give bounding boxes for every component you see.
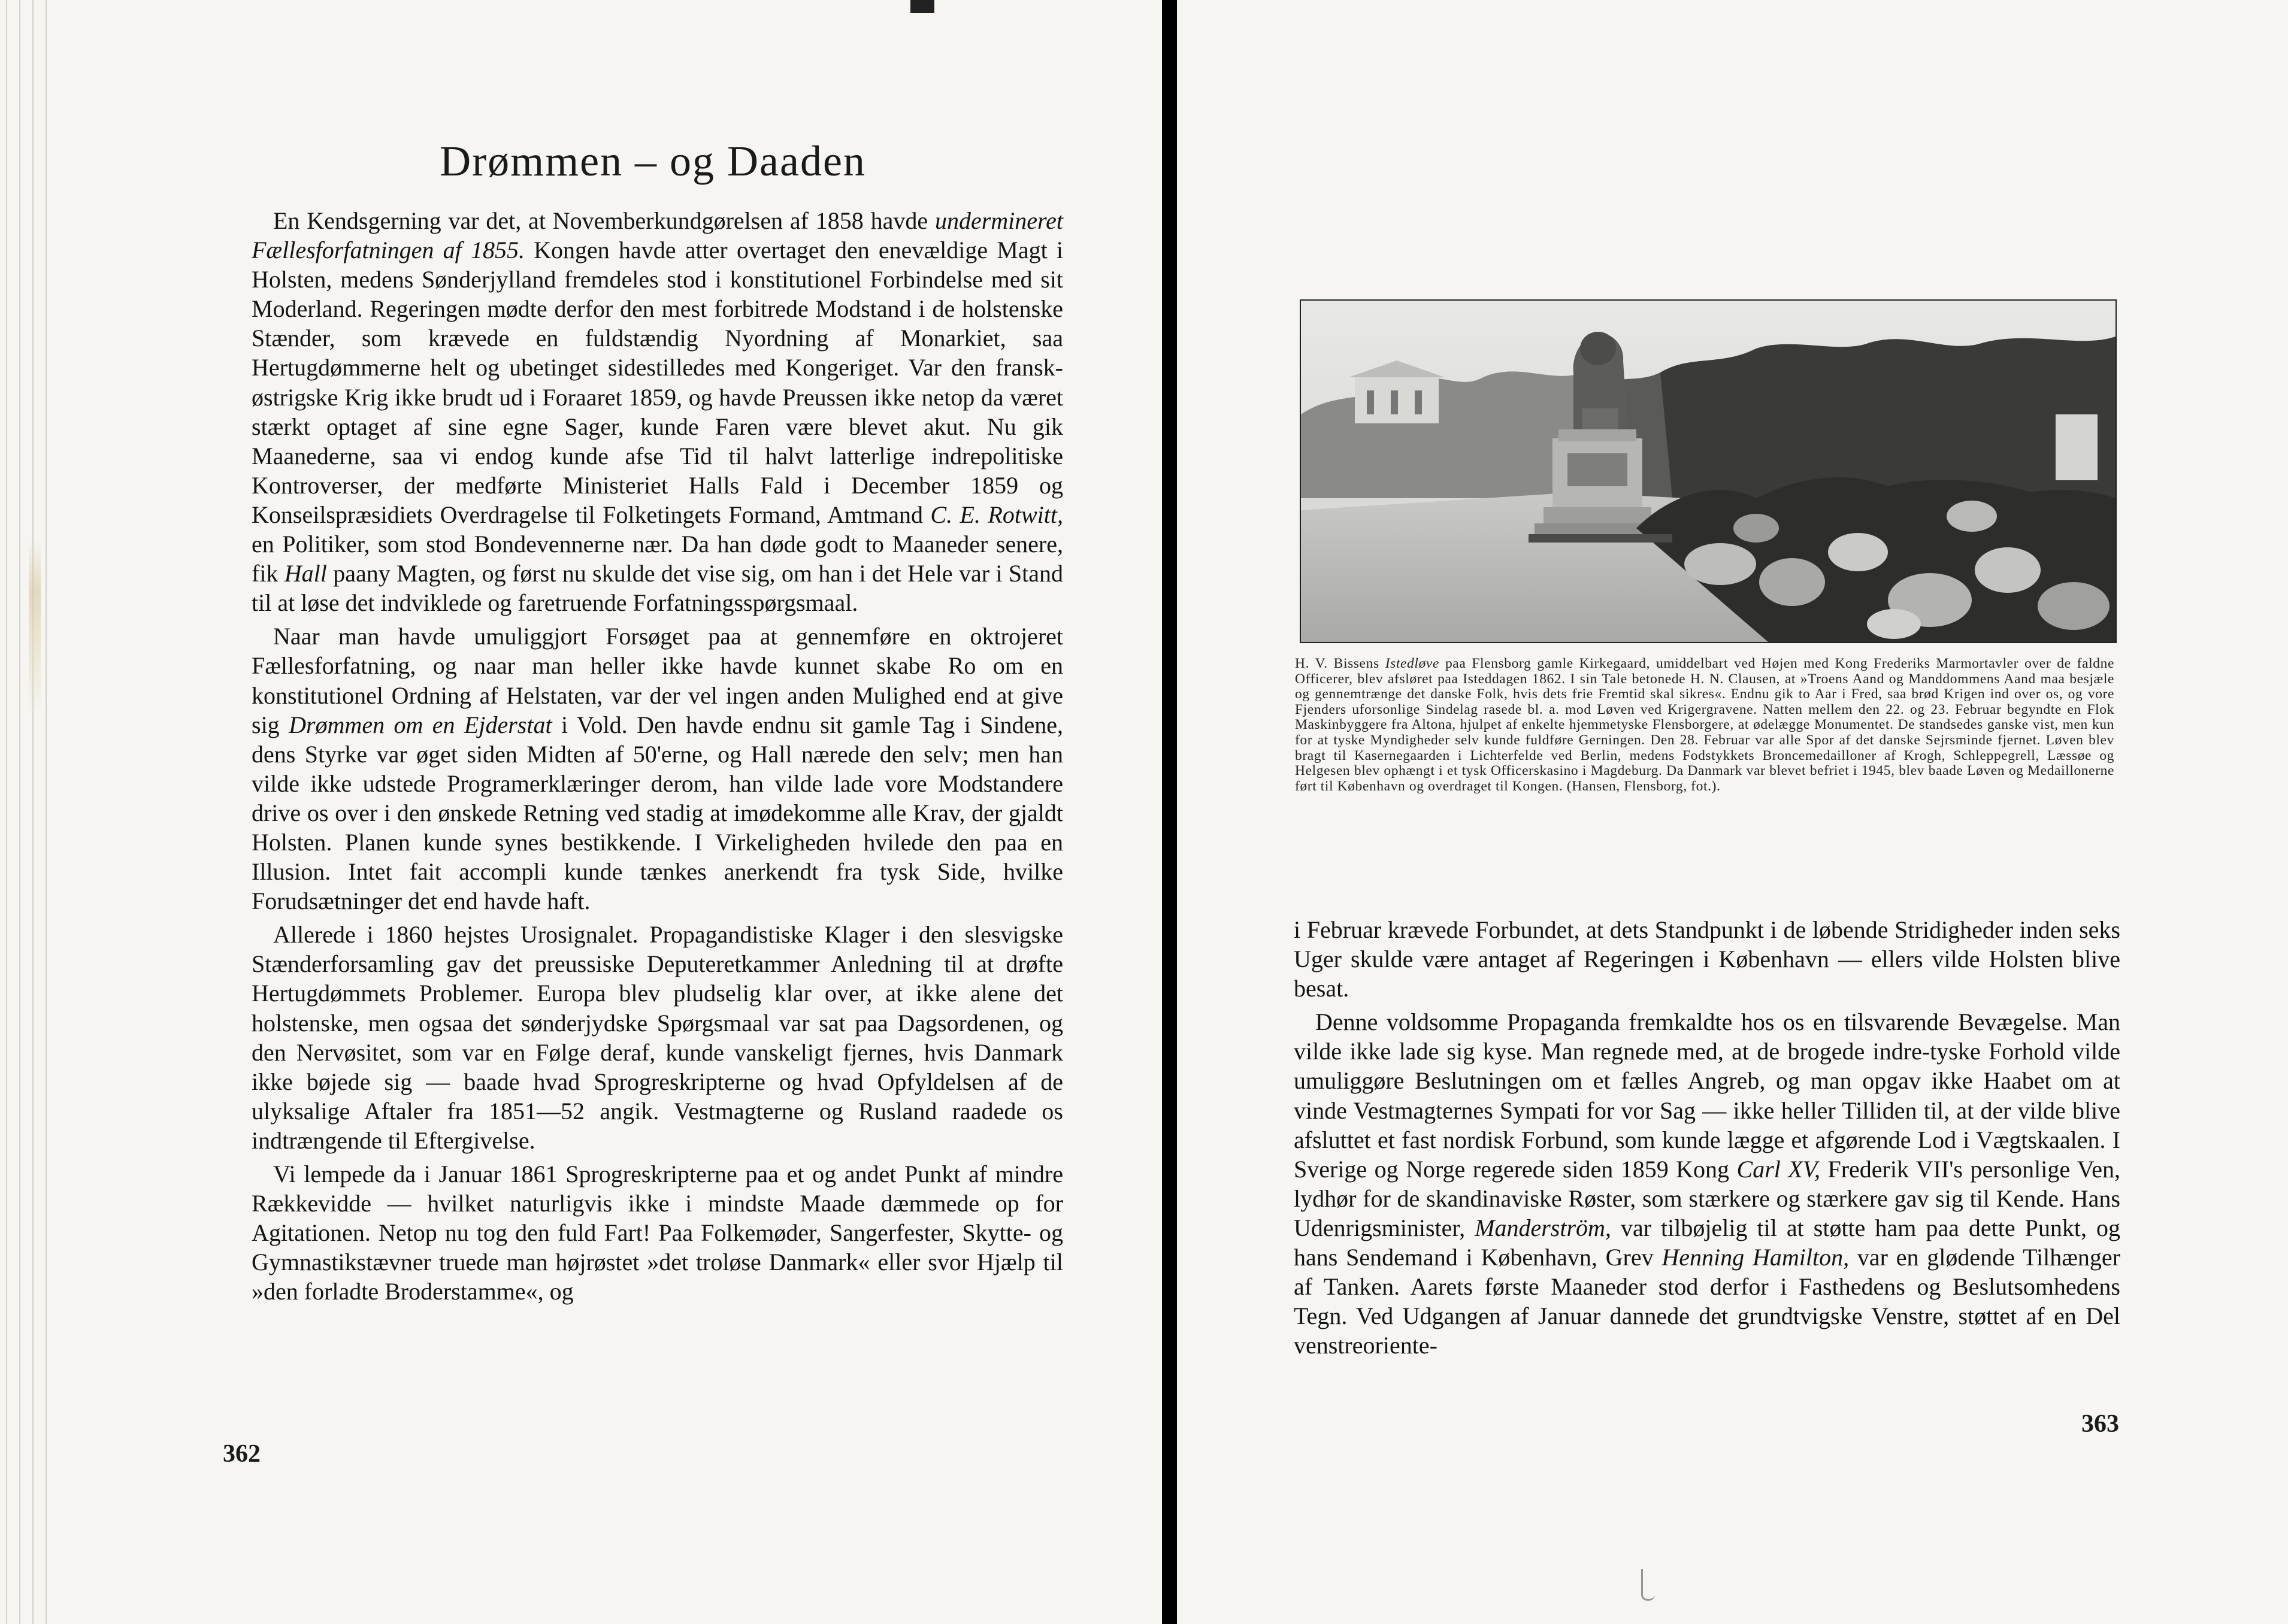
left-body-text (252, 206, 1063, 1306)
photo-caption (1295, 656, 2114, 794)
paragraph: Naar man havde umuliggjort Forsøget paa at gennemføre en oktrojeret Fællesforfatning, og naar man heller ikke havde kunnet skabe Ro om en konstitutionel Ordning af Helstaten, var der vel ingen anden Mulighed end at give sig Drømmen om en Ejderstat i Vold. Den havde endnu sit gamle Tag i Sindene, dens Styrke var øget siden Midten af 50'erne, og Hall nærede den selv; men han vilde ikke udstede Programerklæringer derom, han vilde lade vore Modstandere drive os over i den ønskede Retning ved stadig at imødekomme alle Krav, der gjaldt Holsten. Planen kunde synes bestikkende. I Virkeligheden hvilede den paa en Illusion. Intet fait accompli kunde tænkes anerkendt fra tysk Side, hvilke Forudsætninger det end havde haft. (252, 623, 1063, 915)
paragraph: En Kendsgerning var det, at Novemberkundgørelsen af 1858 havde undermineret Fællesforfatningen af 1855. Kongen havde atter overtaget den enevældige Magt i Holsten, medens Sønderjylland fremdeles stod i konstitutionel Forbindelse med sit Moderland. Regeringen mødte derfor den mest forbitrede Modstand i de holstenske Stænder, som krævede en fuldstændig Nyordning af Monarkiet, saa Hertugdømmerne helt og ubetinget sidestilledes med Kongeriget. Var den fransk-østrigske Krig ikke brudt ud i Foraaret 1859, og havde Preussen ikke netop da været stærkt optaget af sine egne Sager, kunde Faren være blevet akut. Nu gik Maanederne, saa vi endog kunde afse Tid til halvt latterlige indrepolitiske Kontroverser, der medførte Ministeriet Halls Fald i December 1859 og Konseilspræsidiets Overdragelse til Folketingets Formand, Amtmand C. E. Rotwitt, en Politiker, som stod Bondevennerne nær. Da han døde godt to Maaneder senere, fik Hall paany Magten, og først nu skulde det vise sig, om han i det Hele var i Stand til at løse det indviklede og faretruende Forfatningsspørgsmaal. (252, 207, 1064, 617)
right-body-text (1294, 915, 2120, 1360)
top-edge-mark (910, 0, 934, 13)
paragraph: Vi lempede da i Januar 1861 Sprogreskripterne paa et og andet Punkt af mindre Rækkevidde — hvilket naturligvis ikke i mindste Maade dæmmede op for Agitationen. Netop nu tog den fuld Fart! Paa Folkemøder, Sangerfester, Skytte- og Gymnastikstævner truede man højrøstet »det troløse Danmark« eller svor Hjælp til »den forladte Broderstamme«, og (252, 1161, 1063, 1305)
chapter-title: Drømmen – og Daaden (440, 137, 866, 185)
page-number-left: 362 (223, 1440, 261, 1468)
page-number-right: 363 (2081, 1410, 2119, 1438)
istedloeve-photograph (1300, 299, 2117, 643)
page-stain (29, 539, 41, 719)
paragraph: Denne voldsomme Propaganda fremkaldte hos os en tilsvarende Bevægelse. Man vilde ikke lade sig kyse. Man regnede med, at de brogede indre-tyske Forhold vilde umuliggøre Beslutningen om et fælles Angreb, og man opgav ikke Haabet om at vinde Vestmagternes Sympati for vor Sag — ikke heller Tilliden til, at der vilde blive afsluttet et fast nordisk Forbund, som kunde lægge et afgørende Lod i Vægtskaalen. I Sverige og Norge regerede siden 1859 Kong Carl XV, Frederik VII's personlige Ven, lydhør for de skandinaviske Røster, som stærkere og stærkere gav sig til Kende. Hans Udenrigsminister, Manderström, var tilbøjelig til at støtte ham paa dette Punkt, og hans Sendemand i København, Grev Henning Hamilton, var en glødende Tilhænger af Tanken. Aarets første Maaneder stod derfor i Fasthedens og Beslutsomhedens Tegn. Ved Udgangen af Januar dannede det grundtvigske Venstre, støttet af en Del venstreoriente- (1294, 1008, 2120, 1359)
book-edge-pages (0, 0, 54, 1624)
ink-mark (1641, 1569, 1655, 1601)
paragraph: i Februar krævede Forbundet, at dets Standpunkt i de løbende Stridigheder inden seks Uger skulde være antaget af Regeringen i København — ellers vilde Holsten blive besat. (1294, 916, 2120, 1002)
paragraph: Allerede i 1860 hejstes Urosignalet. Propagandistiske Klager i den slesvigske Stænderforsamling gav det preussiske Deputeretkammer Anledning til at drøfte Hertugdømmets Problemer. Europa blev pludselig klar over, at ikke alene det holstenske, men ogsaa det sønderjydske Spørgsmaal var sat paa Dagsordenen, og den Nervøsitet, som var en Følge deraf, kunde vanskeligt fjernes, hvis Danmark ikke bøjede sig — baade hvad Sprogreskripterne og hvad Opfyldelsen af de ulyksalige Aftaler fra 1851—52 angik. Vestmagterne og Rusland raadede os indtrængende til Eftergivelse. (252, 921, 1063, 1154)
paragraph: H. V. Bissens Istedløve paa Flensborg gamle Kirkegaard, umiddelbart ved Højen med Kong Frederiks Marmortavler over de faldne Officerer, blev afsløret paa Isteddagen 1862. I sin Tale betonede H. N. Clausen, at »Troens Aand og Manddommens Aand maa besjæle og gennemtrænge det danske Folk, hvis dets frie Fremtid skal sikres«. Endnu gik to Aar i Fred, saa brød Krigen ind over os, og vore Fjenders uforsonlige Sindelag rasede bl. a. mod Løven ved Krigergravene. Natten mellem den 22. og 23. Februar begyndte en Flok Maskinbyggere fra Altona, hjulpet af enkelte hjemmetyske Flensborgere, at ødelægge Monumentet. De standsedes ganske vist, men kun for at tyske Myndigheder selv kunde fuldføre Gerningen. Den 28. Februar var alle Spor af det danske Sejrsminde fjernet. Løven blev bragt til Kasernegaarden i Lichterfelde ved Berlin, medens Fodstykkets Broncemedailloner af Krogh, Schleppegrell, Læssøe og Helgesen blev ophængt i et tysk Officerskasino i Magdeburg. Da Danmark var blevet befriet i 1945, blev baade Løven og Medaillonerne ført til København og overdraget til Kongen. (Hansen, Flensborg, fot.). (1295, 656, 2114, 794)
right-page (1177, 0, 2288, 1624)
